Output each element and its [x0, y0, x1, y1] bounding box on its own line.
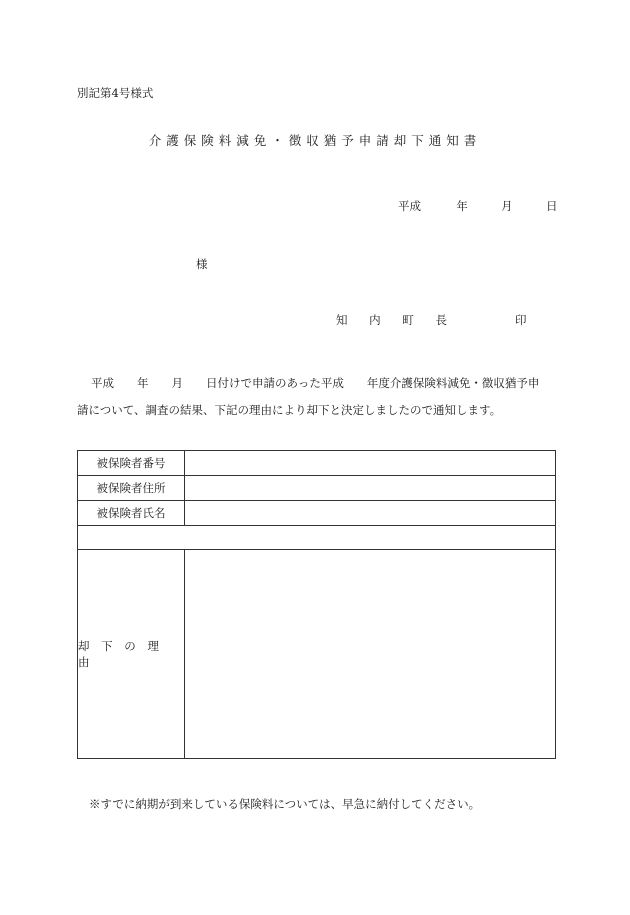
insured-number-label: 被保険者番号 — [78, 451, 185, 475]
table-row — [78, 501, 555, 526]
date-year-unit: 年 — [456, 199, 468, 213]
date-month-unit: 月 — [501, 199, 513, 213]
table-row — [78, 451, 555, 476]
seal-mark: 印 — [515, 313, 527, 327]
document-title: 介護保険料減免・徴収猶予申請却下通知書 — [148, 133, 482, 148]
date-line — [398, 198, 557, 214]
body-text-line-2: 請について、調査の結果、下記の理由により却下と決定しましたので通知します。 — [77, 403, 502, 417]
reason-field[interactable] — [185, 550, 555, 758]
insured-address-label: 被保険者住所 — [78, 476, 185, 500]
table-row — [78, 476, 555, 501]
footer-note: ※すでに納期が到来している保険料については、早急に納付してください。 — [89, 797, 481, 811]
insured-name-field[interactable] — [185, 501, 555, 525]
insured-info-table — [77, 450, 556, 550]
spacer-row — [78, 526, 555, 550]
form-number: 別記第4号様式 — [77, 86, 154, 100]
recipient-honorific: 様 — [196, 257, 208, 271]
body-text-line-1: 平成 年 月 日付けで申請のあった平成 年度介護保険料減免・徴収猶予申 — [91, 376, 540, 390]
issuer-name: 知 内 町 長 — [336, 313, 456, 327]
insured-address-field[interactable] — [185, 476, 555, 500]
insured-name-label: 被保険者氏名 — [78, 501, 185, 525]
insured-number-field[interactable] — [185, 451, 555, 475]
reason-box — [77, 549, 556, 759]
date-day-unit: 日 — [545, 199, 558, 213]
date-era: 平成 — [398, 199, 421, 213]
reason-label: 却 下 の 理 由 — [78, 550, 185, 758]
